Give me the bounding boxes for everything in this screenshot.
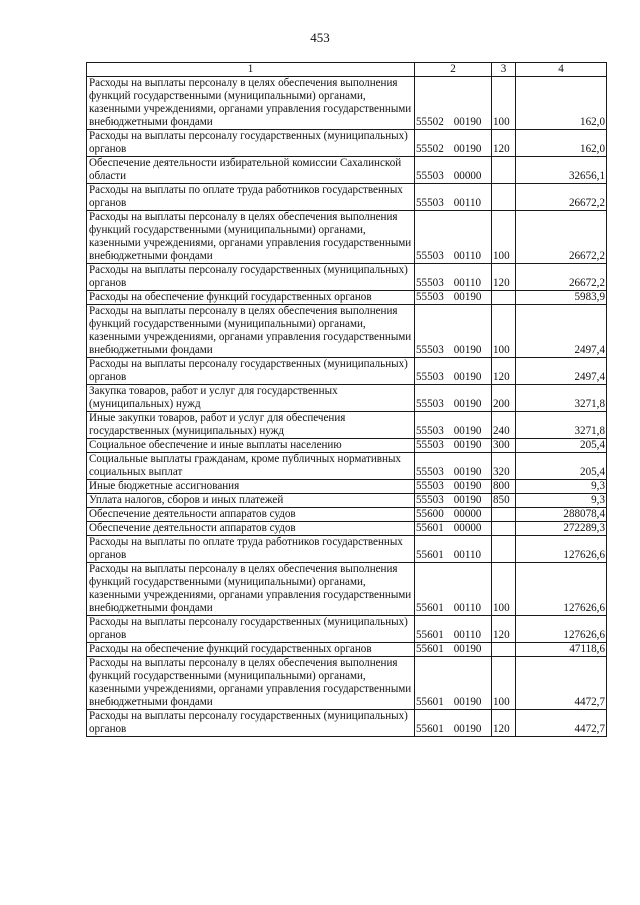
row-code-program: 55503	[416, 197, 444, 209]
row-code	[415, 439, 492, 453]
table-row	[87, 616, 607, 643]
row-name: Расходы на выплаты персоналу в целях обеспечения выполнения функций государственными (муниципальными) органами, казенными учреждениями, органами управления государственными внебюджетными фондами	[87, 657, 415, 710]
row-name: Социальное обеспечение и иные выплаты населению	[87, 439, 415, 453]
row-code	[415, 358, 492, 385]
table-row	[87, 211, 607, 264]
row-name: Обеспечение деятельности аппаратов судов	[87, 508, 415, 522]
row-name: Расходы на выплаты персоналу в целях обеспечения выполнения функций государственными (муниципальными) органами, казенными учреждениями, органами управления государственными внебюджетными фондами	[87, 77, 415, 130]
row-code-direction: 00190	[453, 480, 482, 492]
table-row	[87, 563, 607, 616]
row-code	[415, 305, 492, 358]
table-row	[87, 358, 607, 385]
row-expense-type	[492, 508, 516, 522]
row-code-program: 55503	[416, 250, 444, 262]
row-sum: 9,3	[516, 480, 607, 494]
row-expense-type	[492, 184, 516, 211]
row-code	[415, 77, 492, 130]
row-code-direction: 00190	[453, 643, 482, 655]
table-row	[87, 77, 607, 130]
row-code-direction: 00000	[453, 170, 482, 182]
row-code-direction: 00190	[453, 439, 482, 451]
row-code-direction: 00190	[453, 291, 482, 303]
row-code-program: 55601	[416, 602, 444, 614]
row-sum: 3271,8	[516, 385, 607, 412]
row-sum: 127626,6	[516, 536, 607, 563]
column-header-sum: 4	[516, 63, 607, 77]
row-code-direction: 00000	[453, 508, 482, 520]
table-row	[87, 184, 607, 211]
row-name: Расходы на выплаты персоналу государственных (муниципальных) органов	[87, 616, 415, 643]
row-code-program: 55503	[416, 371, 444, 383]
column-header-type: 3	[492, 63, 516, 77]
table-row	[87, 291, 607, 305]
row-code-program: 55503	[416, 170, 444, 182]
row-code	[415, 494, 492, 508]
row-name: Расходы на выплаты персоналу в целях обеспечения выполнения функций государственными (муниципальными) органами, казенными учреждениями, органами управления государственными внебюджетными фондами	[87, 211, 415, 264]
table-row	[87, 264, 607, 291]
row-expense-type	[492, 291, 516, 305]
table-row	[87, 657, 607, 710]
row-code	[415, 291, 492, 305]
row-sum: 26672,2	[516, 211, 607, 264]
table-row	[87, 305, 607, 358]
row-code-program: 55601	[416, 629, 444, 641]
row-name: Расходы на выплаты персоналу в целях обеспечения выполнения функций государственными (муниципальными) органами, казенными учреждениями, органами управления государственными внебюджетными фондами	[87, 563, 415, 616]
row-code-program: 55502	[416, 143, 444, 155]
row-sum: 127626,6	[516, 616, 607, 643]
table-row	[87, 522, 607, 536]
row-code-program: 55601	[416, 549, 444, 561]
row-sum: 4472,7	[516, 710, 607, 737]
row-code	[415, 710, 492, 737]
row-name: Расходы на выплаты по оплате труда работников государственных органов	[87, 184, 415, 211]
row-code-program: 55502	[416, 116, 444, 128]
row-code-program: 55503	[416, 494, 444, 506]
row-name: Расходы на выплаты персоналу государственных (муниципальных) органов	[87, 264, 415, 291]
row-code	[415, 157, 492, 184]
row-name: Обеспечение деятельности аппаратов судов	[87, 522, 415, 536]
row-code-direction: 00110	[453, 629, 482, 641]
row-name: Иные закупки товаров, работ и услуг для обеспечения государственных (муниципальных) нужд	[87, 412, 415, 439]
row-code-program: 55503	[416, 425, 444, 437]
row-code	[415, 211, 492, 264]
row-code	[415, 412, 492, 439]
row-sum: 4472,7	[516, 657, 607, 710]
row-code-program: 55503	[416, 398, 444, 410]
row-code	[415, 508, 492, 522]
row-expense-type: 100	[492, 657, 516, 710]
row-expense-type: 800	[492, 480, 516, 494]
table-row	[87, 453, 607, 480]
row-name: Расходы на выплаты по оплате труда работников государственных органов	[87, 536, 415, 563]
row-expense-type: 320	[492, 453, 516, 480]
row-name: Закупка товаров, работ и услуг для государственных (муниципальных) нужд	[87, 385, 415, 412]
row-sum: 2497,4	[516, 305, 607, 358]
table-row	[87, 385, 607, 412]
table-row	[87, 412, 607, 439]
row-code-program: 55601	[416, 643, 444, 655]
table-row	[87, 536, 607, 563]
row-code-direction: 00110	[453, 549, 482, 561]
row-code-direction: 00190	[453, 371, 482, 383]
row-name: Расходы на выплаты персоналу государственных (муниципальных) органов	[87, 358, 415, 385]
row-code-program: 55600	[416, 508, 444, 520]
column-header-code: 2	[415, 63, 492, 77]
row-sum: 32656,1	[516, 157, 607, 184]
row-code-direction: 00110	[453, 250, 482, 262]
row-sum: 162,0	[516, 77, 607, 130]
row-code	[415, 536, 492, 563]
row-expense-type: 100	[492, 563, 516, 616]
row-sum: 3271,8	[516, 412, 607, 439]
row-code-direction: 00190	[453, 344, 482, 356]
row-expense-type	[492, 157, 516, 184]
row-sum: 26672,2	[516, 264, 607, 291]
row-code-direction: 00110	[453, 602, 482, 614]
row-name: Расходы на обеспечение функций государственных органов	[87, 291, 415, 305]
table-row	[87, 157, 607, 184]
row-code	[415, 657, 492, 710]
row-code-direction: 00110	[453, 197, 482, 209]
row-code-direction: 00000	[453, 522, 482, 534]
row-expense-type	[492, 536, 516, 563]
column-header-name: 1	[87, 63, 415, 77]
table-row	[87, 130, 607, 157]
row-sum: 272289,3	[516, 522, 607, 536]
row-code-direction: 00190	[453, 398, 482, 410]
page-number: 453	[310, 30, 330, 45]
row-expense-type: 120	[492, 264, 516, 291]
row-code-program: 55503	[416, 439, 444, 451]
row-code	[415, 563, 492, 616]
table-row	[87, 480, 607, 494]
row-code-program: 55601	[416, 723, 444, 735]
row-code-direction: 00190	[453, 425, 482, 437]
row-code-program: 55503	[416, 480, 444, 492]
row-expense-type: 200	[492, 385, 516, 412]
row-expense-type: 100	[492, 305, 516, 358]
row-sum: 2497,4	[516, 358, 607, 385]
table-row	[87, 643, 607, 657]
budget-table	[86, 62, 607, 737]
table-body	[87, 77, 607, 737]
row-expense-type: 100	[492, 77, 516, 130]
row-code-direction: 00190	[453, 143, 482, 155]
row-code	[415, 522, 492, 536]
table-row	[87, 508, 607, 522]
row-code-program: 55503	[416, 344, 444, 356]
row-code	[415, 184, 492, 211]
row-sum: 9,3	[516, 494, 607, 508]
row-sum: 162,0	[516, 130, 607, 157]
row-expense-type: 100	[492, 211, 516, 264]
row-expense-type: 300	[492, 439, 516, 453]
row-code-program: 55503	[416, 277, 444, 289]
header-row	[87, 63, 607, 77]
row-sum: 127626,6	[516, 563, 607, 616]
row-expense-type: 240	[492, 412, 516, 439]
row-code-program: 55601	[416, 522, 444, 534]
row-code-direction: 00190	[453, 494, 482, 506]
row-expense-type	[492, 643, 516, 657]
row-name: Уплата налогов, сборов и иных платежей	[87, 494, 415, 508]
row-name: Иные бюджетные ассигнования	[87, 480, 415, 494]
row-code	[415, 264, 492, 291]
table-row	[87, 439, 607, 453]
row-expense-type	[492, 522, 516, 536]
row-name: Расходы на обеспечение функций государственных органов	[87, 643, 415, 657]
row-code	[415, 480, 492, 494]
table-row	[87, 494, 607, 508]
row-code-direction: 00190	[453, 723, 482, 735]
row-sum: 5983,9	[516, 291, 607, 305]
row-sum: 26672,2	[516, 184, 607, 211]
row-expense-type: 120	[492, 358, 516, 385]
row-code-program: 55503	[416, 291, 444, 303]
row-code	[415, 385, 492, 412]
row-expense-type: 850	[492, 494, 516, 508]
row-sum: 205,4	[516, 439, 607, 453]
row-name: Расходы на выплаты персоналу в целях обеспечения выполнения функций государственными (муниципальными) органами, казенными учреждениями, органами управления государственными внебюджетными фондами	[87, 305, 415, 358]
row-code-program: 55503	[416, 466, 444, 478]
row-name: Обеспечение деятельности избирательной комиссии Сахалинской области	[87, 157, 415, 184]
row-code	[415, 643, 492, 657]
row-sum: 47118,6	[516, 643, 607, 657]
row-sum: 205,4	[516, 453, 607, 480]
row-name: Расходы на выплаты персоналу государственных (муниципальных) органов	[87, 130, 415, 157]
row-code	[415, 453, 492, 480]
row-expense-type: 120	[492, 130, 516, 157]
table-row	[87, 710, 607, 737]
row-expense-type: 120	[492, 710, 516, 737]
row-code-direction: 00190	[453, 466, 482, 478]
row-code-program: 55601	[416, 696, 444, 708]
row-name: Социальные выплаты гражданам, кроме публичных нормативных социальных выплат	[87, 453, 415, 480]
row-sum: 288078,4	[516, 508, 607, 522]
row-code	[415, 130, 492, 157]
row-expense-type: 120	[492, 616, 516, 643]
row-code-direction: 00110	[453, 277, 482, 289]
row-code	[415, 616, 492, 643]
row-name: Расходы на выплаты персоналу государственных (муниципальных) органов	[87, 710, 415, 737]
row-code-direction: 00190	[453, 116, 482, 128]
row-code-direction: 00190	[453, 696, 482, 708]
